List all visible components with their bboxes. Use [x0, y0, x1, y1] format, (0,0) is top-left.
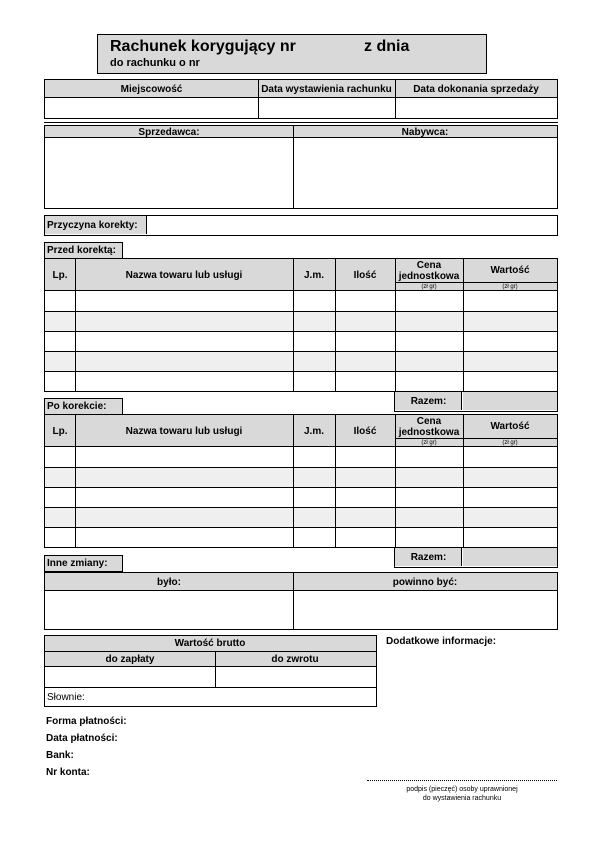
after-value-header: Wartość [490, 421, 530, 432]
sale-date-field[interactable] [395, 98, 557, 118]
signature-caption-line2: do wystawienia rachunku [422, 795, 502, 802]
other-table [44, 572, 558, 630]
other-label: Inne zmiany: [47, 558, 108, 569]
before-label: Przed korektą: [47, 245, 116, 256]
payment-date-label: Data płatności: [46, 733, 118, 744]
to-return-field[interactable] [216, 668, 375, 687]
before-price-header: Cena jednostkowa [398, 259, 460, 282]
after-label: Po korekcie: [47, 401, 107, 412]
issue-date-header: Data wystawienia rachunku [261, 83, 392, 95]
info-table [44, 79, 558, 119]
before-table [44, 258, 558, 392]
reason-field[interactable] [148, 216, 557, 234]
after-table [44, 414, 558, 548]
after-total-label: Razem: [410, 551, 447, 563]
separator-line [44, 122, 558, 123]
before-value-header: Wartość [490, 265, 530, 276]
sale-date-header: Data dokonania sprzedaży [413, 83, 539, 95]
gross-title: Wartość brutto [174, 638, 246, 649]
document-date-label: z dnia [364, 38, 410, 55]
place-field[interactable] [45, 98, 258, 118]
seller-header: Sprzedawca: [138, 126, 200, 138]
after-qty-header: Ilość [353, 425, 377, 437]
document-title: Rachunek korygujący nr [110, 38, 296, 55]
before-total-label: Razem: [410, 395, 447, 407]
after-name-header: Nazwa towaru lub usługi [125, 425, 243, 437]
before-total-box [394, 391, 558, 412]
to-pay-field[interactable] [45, 668, 215, 687]
signature-caption [367, 785, 557, 803]
before-qty-header: Ilość [353, 269, 377, 281]
signature-line [367, 780, 557, 781]
bank-label: Bank: [46, 750, 74, 761]
seller-field[interactable] [45, 138, 293, 208]
after-price-currency: (zł gr) [421, 439, 437, 446]
reason-label: Przyczyna korekty: [47, 220, 138, 231]
original-invoice-label: do rachunku o nr [110, 57, 200, 69]
before-price-currency: (zł gr) [421, 283, 437, 290]
after-unit-header: J.m. [303, 425, 324, 437]
payment-form-label: Forma płatności: [46, 716, 127, 727]
title-box [97, 34, 487, 74]
account-number-label: Nr konta: [46, 767, 90, 778]
after-label-box [44, 398, 123, 415]
was-header: było: [157, 576, 181, 588]
issue-date-field[interactable] [258, 98, 395, 118]
buyer-header: Nabywca: [401, 126, 449, 138]
buyer-field[interactable] [293, 138, 557, 208]
other-label-box [44, 555, 123, 572]
place-header: Miejscowość [120, 83, 183, 95]
additional-info-label: Dodatkowe informacje: [386, 636, 497, 647]
to-pay-header: do zapłaty [105, 653, 155, 665]
gross-table [44, 635, 377, 707]
after-lp-header: Lp. [52, 425, 68, 437]
to-return-header: do zwrotu [271, 653, 319, 665]
words-label: Słownie: [47, 692, 85, 703]
after-total-box [394, 547, 558, 568]
before-value-currency: (zł gr) [502, 283, 518, 290]
signature-caption-line1: podpis (pieczęć) osoby uprawnionej [406, 786, 518, 793]
after-price-header: Cena jednostkowa [398, 415, 460, 438]
should-be-field[interactable] [293, 591, 557, 629]
before-unit-header: J.m. [303, 269, 324, 281]
reason-row [44, 215, 558, 236]
after-value-currency: (zł gr) [502, 439, 518, 446]
was-field[interactable] [45, 591, 293, 629]
before-lp-header: Lp. [52, 269, 68, 281]
before-label-box [44, 242, 123, 259]
before-name-header: Nazwa towaru lub usługi [125, 269, 243, 281]
should-be-header: powinno być: [392, 576, 458, 588]
parties-table [44, 125, 558, 209]
